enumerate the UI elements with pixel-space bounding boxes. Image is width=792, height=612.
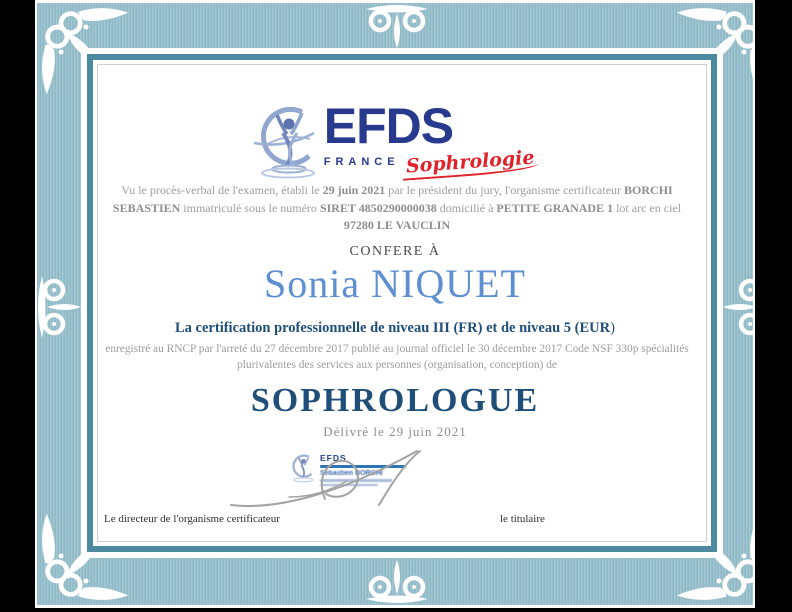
recipient-name: Sonia NIQUET [264, 261, 526, 306]
registration-paragraph: enregistré au RNCP par l'arreté du 27 décembre 2017 publié au journal officiel le 30 décembre 2017 Code NSF 330p spécialités plurivalentes des services aux personnes (organisation, conception) de [105, 343, 689, 371]
certificate-sheet [35, 0, 755, 608]
stamp-signer-name: Sebastien BORCHI [320, 470, 383, 477]
stamp-org-label: EFDS [320, 453, 347, 463]
director-label: Le directeur de l'organisme certificateur [104, 513, 280, 525]
edge-palmette-icon [362, 4, 432, 50]
person-in-globe-icon [252, 103, 318, 179]
signature-scrawl [227, 445, 433, 517]
diploma-title: SOPHROLOGUE [250, 382, 540, 419]
certification-level-line: La certification professionnelle de niveau III (FR) et de niveau 5 (EUR) [175, 320, 615, 336]
edge-palmette-icon [362, 558, 432, 604]
intro-paragraph: Vu le procès-verbal de l'examen, établi le 29 juin 2021 par le président du jury, l'organisme certificateur BORCHI SEBASTIEN immatriculé sous le numéro SIRET 4850290000038 domicilié à PETITE GRANADE 1 lot arc en ciel 97280 LE VAUCLIN [112, 183, 682, 232]
logo-country-label: FRANCE [323, 156, 400, 168]
confere-label: CONFERE À [349, 244, 441, 259]
efds-logo [37, 98, 753, 179]
logo-wordmark: EFDS [323, 98, 454, 154]
logo-script-label: Sophrologie [401, 146, 539, 180]
holder-label: le titulaire [500, 513, 545, 525]
delivered-date: Délivré le 29 juin 2021 [323, 424, 467, 439]
